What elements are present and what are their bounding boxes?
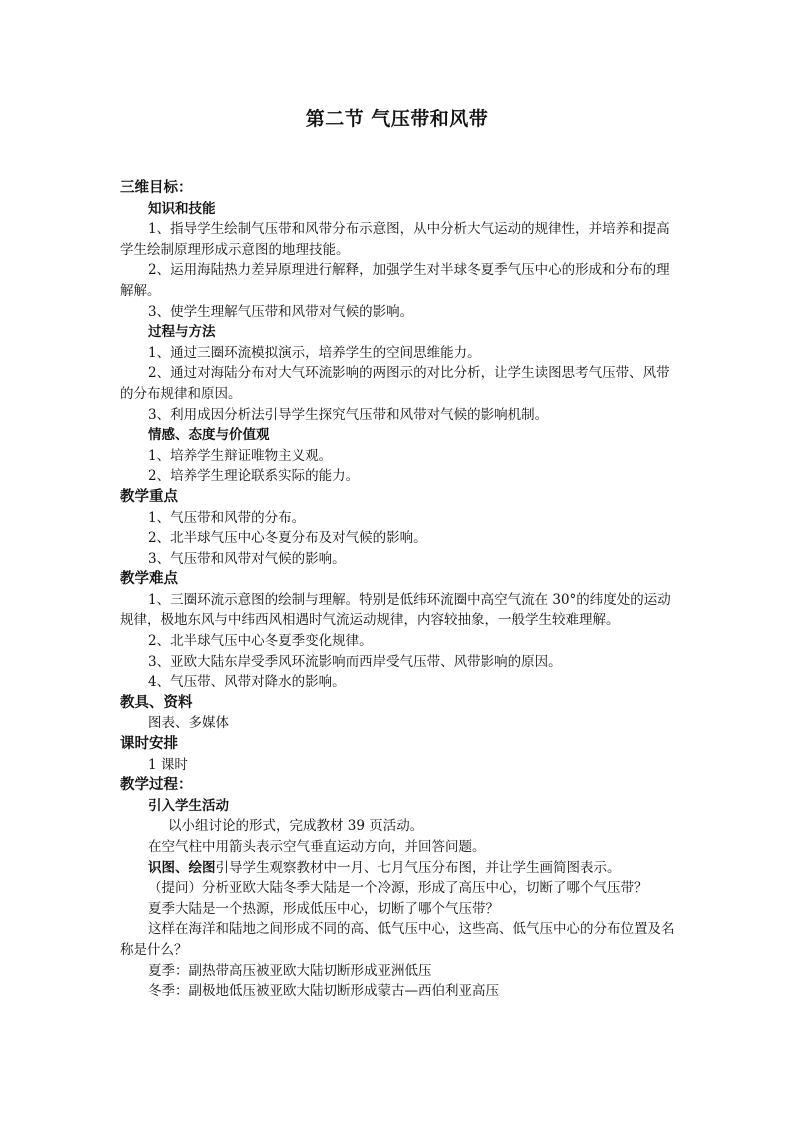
difficulty-item-3: 3、亚欧大陆东岸受季风环流影响而西岸受气压带、风带影响的原因。 (148, 653, 562, 670)
schedule-text: 1 课时 (148, 756, 188, 773)
intro-activity-heading: 引入学生活动 (148, 797, 229, 814)
process-item-2: 2、通过对海陆分布对大气环流影响的两图示的对比分析，让学生读图思考气压带、风带的分布规律和原因。 (120, 365, 670, 402)
tools-heading: 教具、资料 (120, 693, 193, 711)
teaching-process-heading: 教学过程： (120, 776, 193, 794)
key-points-heading: 教学重点 (120, 487, 178, 505)
knowledge-item-1: 1、指导学生绘制气压带和风带分布示意图，从中分析大气运动的规律性，并培养和提高学生绘制原理形成示意图的地理技能。 (120, 221, 670, 258)
intro-paragraph-3-bold: 识图、绘图 (148, 859, 216, 876)
intro-paragraph-3 (120, 858, 680, 879)
knowledge-heading: 知识和技能 (148, 200, 216, 217)
process-item-3: 3、利用成因分析法引导学生探究气压带和风带对气候的影响机制。 (148, 406, 549, 423)
schedule-heading: 课时安排 (120, 735, 178, 753)
difficulty-heading: 教学难点 (120, 570, 178, 588)
key-point-2: 2、北半球气压中心冬夏分布及对气候的影响。 (148, 530, 427, 547)
intro-paragraph-5: 夏季大陆是一个热源，形成低压中心，切断了哪个气压带？ (148, 900, 499, 917)
emotion-item-2: 2、培养学生理论联系实际的能力。 (148, 468, 360, 485)
objectives-heading: 三维目标： (120, 179, 193, 196)
page-title: 第二节 气压带和风带 (305, 108, 489, 130)
knowledge-item-2: 2、运用海陆热力差异原理进行解释，加强学生对半球冬夏季气压中心的形成和分布的理解解。 (120, 262, 670, 299)
process-heading: 过程与方法 (148, 324, 216, 341)
intro-paragraph-1: 以小组讨论的形式，完成教材 39 页活动。 (168, 818, 424, 835)
key-point-1: 1、气压带和风带的分布。 (148, 509, 306, 526)
emotion-heading: 情感、态度与价值观 (148, 427, 270, 444)
difficulty-item-4: 4、气压带、风带对降水的影响。 (148, 674, 346, 691)
intro-paragraph-2: 在空气柱中用箭头表示空气垂直运动方向，并回答问题。 (148, 839, 486, 855)
intro-paragraph-6: 这样在海洋和陆地之间形成不同的高、低气压中心，这些高、低气压中心的分布位置及名称是什么？ (120, 921, 675, 958)
intro-paragraph-3-rest: 引导学生观察教材中一月、七月气压分布图，并让学生画简图表示。 (215, 859, 621, 876)
document-body (120, 178, 680, 1002)
difficulty-item-1: 1、三圈环流示意图的绘制与理解。特别是低纬环流圈中高空气流在 30°的纬度处的运动规律，极地东风与中纬西风相遇时气流运动规律，内容较抽象，一般学生较难理解。 (120, 591, 671, 629)
key-point-3: 3、气压带和风带对气候的影响。 (148, 550, 346, 567)
intro-paragraph-7: 夏季：副热带高压被亚欧大陆切断形成亚洲低压 (148, 962, 432, 979)
emotion-item-1: 1、培养学生辩证唯物主义观。 (148, 447, 333, 464)
intro-paragraph-4: （提问）分析亚欧大陆冬季大陆是一个冷源，形成了高压中心，切断了哪个气压带？ (148, 880, 648, 897)
tools-text: 图表、多媒体 (148, 715, 229, 732)
process-item-1: 1、通过三圈环流模拟演示，培养学生的空间思维能力。 (148, 344, 481, 361)
intro-paragraph-8: 冬季：副极地低压被亚欧大陆切断形成蒙古—西伯利亚高压 (148, 983, 499, 1000)
knowledge-item-3: 3、使学生理解气压带和风带对气候的影响。 (148, 303, 414, 320)
difficulty-item-2: 2、北半球气压中心冬夏季变化规律。 (148, 633, 373, 650)
